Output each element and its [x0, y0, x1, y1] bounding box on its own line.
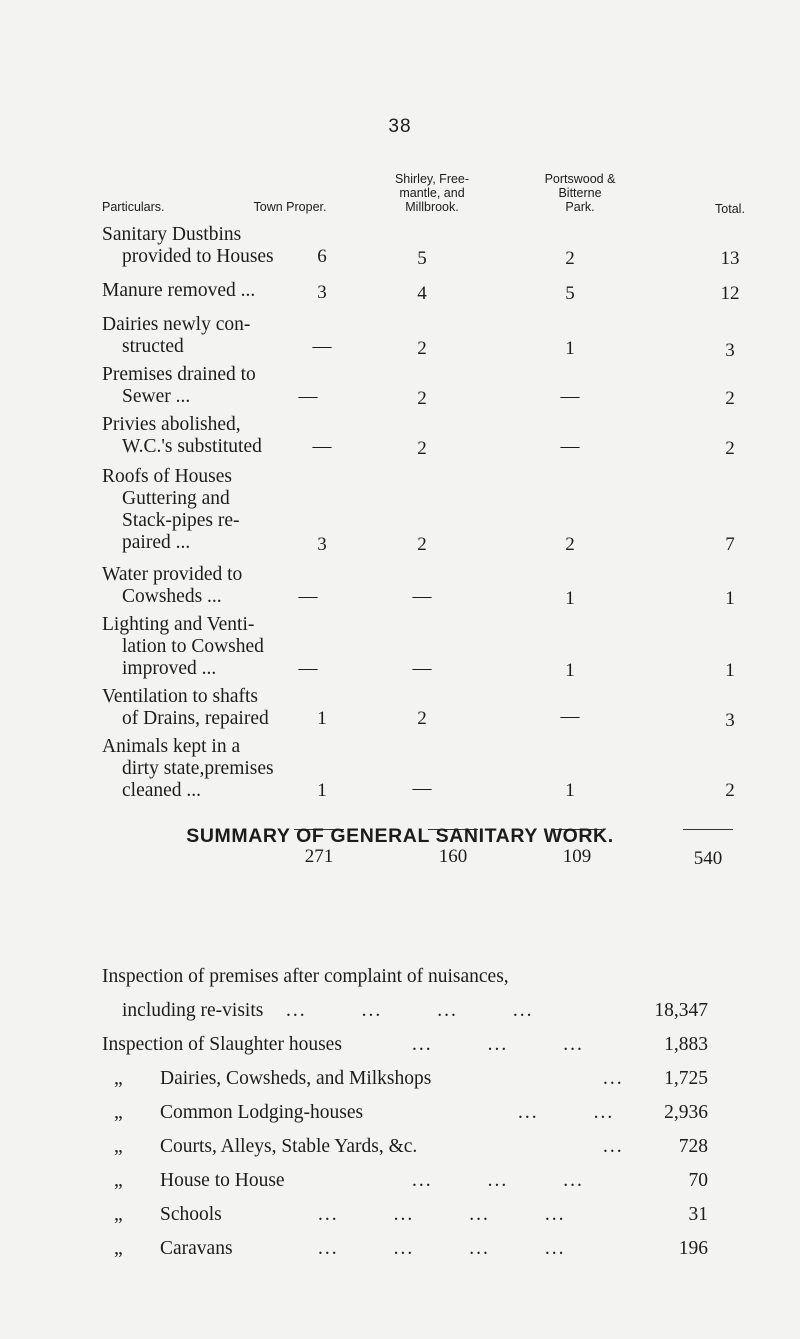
summary-line: House to House — [160, 1170, 285, 1191]
leader-dots: ... ... ... ... — [318, 1238, 566, 1259]
cell-shirley: — — [412, 778, 432, 799]
cell-town: 1 — [317, 708, 327, 729]
summary-value: 728 — [678, 1136, 708, 1157]
cell-shirley: 2 — [417, 534, 427, 555]
row-label-dustbins: Sanitary Dustbins provided to Houses — [102, 224, 274, 267]
cell-town: — — [312, 436, 332, 457]
cell-portswood: 5 — [565, 283, 575, 304]
summary-line: Inspection of premises after complaint of nuisances, — [102, 966, 509, 987]
cell-portswood: 1 — [565, 660, 575, 681]
row-label-ventilation: Ventilation to shafts of Drains, repaired — [102, 686, 269, 729]
total-shirley: 160 — [438, 846, 468, 867]
leader-dots: ... ... ... — [412, 1170, 584, 1191]
ditto-mark: „ — [114, 1068, 123, 1089]
leader-dots: ... ... ... ... — [318, 1204, 566, 1225]
summary-line: Inspection of Slaughter houses — [102, 1034, 342, 1055]
header-town-proper: Town Proper. — [253, 200, 327, 214]
total-grand: 540 — [693, 848, 723, 869]
cell-total: 1 — [725, 660, 735, 681]
leader-dots: ... — [603, 1068, 624, 1089]
header-portswood: Portswood & Bitterne Park. — [544, 172, 616, 214]
summary-value: 18,347 — [654, 1000, 708, 1021]
cell-portswood: — — [560, 386, 580, 407]
cell-total: 1 — [725, 588, 735, 609]
summary-line: Courts, Alleys, Stable Yards, &c. — [160, 1136, 418, 1157]
leader-dots: ... ... — [518, 1102, 615, 1123]
cell-portswood: — — [560, 706, 580, 727]
row-label-lighting: Lighting and Venti- lation to Cowshed improved ... — [102, 614, 264, 679]
ditto-mark: „ — [114, 1238, 123, 1259]
cell-portswood: 1 — [565, 588, 575, 609]
cell-town: 3 — [317, 282, 327, 303]
header-particulars: Particulars. — [102, 200, 165, 214]
cell-town: 3 — [317, 534, 327, 555]
cell-town: 6 — [317, 246, 327, 267]
row-label-dairies: Dairies newly con- structed — [102, 314, 251, 357]
cell-town: — — [298, 658, 318, 679]
summary-line: Dairies, Cowsheds, and Milkshops — [160, 1068, 432, 1089]
summary-value: 70 — [688, 1170, 708, 1191]
cell-portswood: 1 — [565, 338, 575, 359]
cell-town: — — [312, 336, 332, 357]
cell-shirley: 2 — [417, 708, 427, 729]
row-label-privies: Privies abolished, W.C.'s substituted — [102, 414, 262, 457]
cell-portswood: 1 — [565, 780, 575, 801]
header-total: Total. — [715, 202, 745, 216]
header-shirley: Shirley, Free- mantle, and Millbrook. — [394, 172, 470, 214]
ditto-mark: „ — [114, 1102, 123, 1123]
ditto-mark: „ — [114, 1136, 123, 1157]
summary-line: Common Lodging-houses — [160, 1102, 364, 1123]
summary-line: Caravans — [160, 1238, 233, 1259]
cell-shirley: 5 — [417, 248, 427, 269]
row-label-premises-drained: Premises drained to Sewer ... — [102, 364, 256, 407]
ditto-mark: „ — [114, 1170, 123, 1191]
leader-dots: ... ... ... ... — [286, 1000, 534, 1021]
cell-total: 3 — [725, 710, 735, 731]
row-label-roofs: Roofs of Houses Guttering and Stack-pipes re- paired ... — [102, 466, 240, 553]
cell-shirley: — — [412, 658, 432, 679]
cell-total: 2 — [725, 438, 735, 459]
summary-line: including re-visits — [122, 1000, 264, 1021]
leader-dots: ... ... ... — [412, 1034, 584, 1055]
cell-total: 7 — [725, 534, 735, 555]
cell-shirley: — — [412, 586, 432, 607]
ditto-mark: „ — [114, 1204, 123, 1225]
cell-shirley: 2 — [417, 338, 427, 359]
row-label-animals: Animals kept in a dirty state,premises cleaned ... — [102, 736, 274, 801]
summary-title: SUMMARY OF GENERAL SANITARY WORK. — [186, 825, 614, 847]
summary-line: Schools — [160, 1204, 222, 1225]
row-label-manure: Manure removed ... — [102, 280, 256, 301]
total-portswood: 109 — [562, 846, 592, 867]
cell-total: 13 — [720, 248, 740, 269]
cell-shirley: 4 — [417, 283, 427, 304]
page-number: 38 — [388, 116, 412, 137]
cell-shirley: 2 — [417, 438, 427, 459]
cell-total: 12 — [720, 283, 740, 304]
summary-value: 2,936 — [664, 1102, 708, 1123]
cell-total: 2 — [725, 780, 735, 801]
cell-shirley: 2 — [417, 388, 427, 409]
total-town: 271 — [304, 846, 334, 867]
summary-value: 196 — [678, 1238, 708, 1259]
cell-town: — — [298, 386, 318, 407]
cell-town: — — [298, 586, 318, 607]
cell-total: 3 — [725, 340, 735, 361]
cell-portswood: 2 — [565, 534, 575, 555]
leader-dots: ... — [603, 1136, 624, 1157]
summary-value: 31 — [688, 1204, 708, 1225]
summary-value: 1,725 — [664, 1068, 708, 1089]
cell-portswood: — — [560, 436, 580, 457]
cell-total: 2 — [725, 388, 735, 409]
cell-town: 1 — [317, 780, 327, 801]
summary-value: 1,883 — [664, 1034, 708, 1055]
row-label-water: Water provided to Cowsheds ... — [102, 564, 243, 607]
cell-portswood: 2 — [565, 248, 575, 269]
